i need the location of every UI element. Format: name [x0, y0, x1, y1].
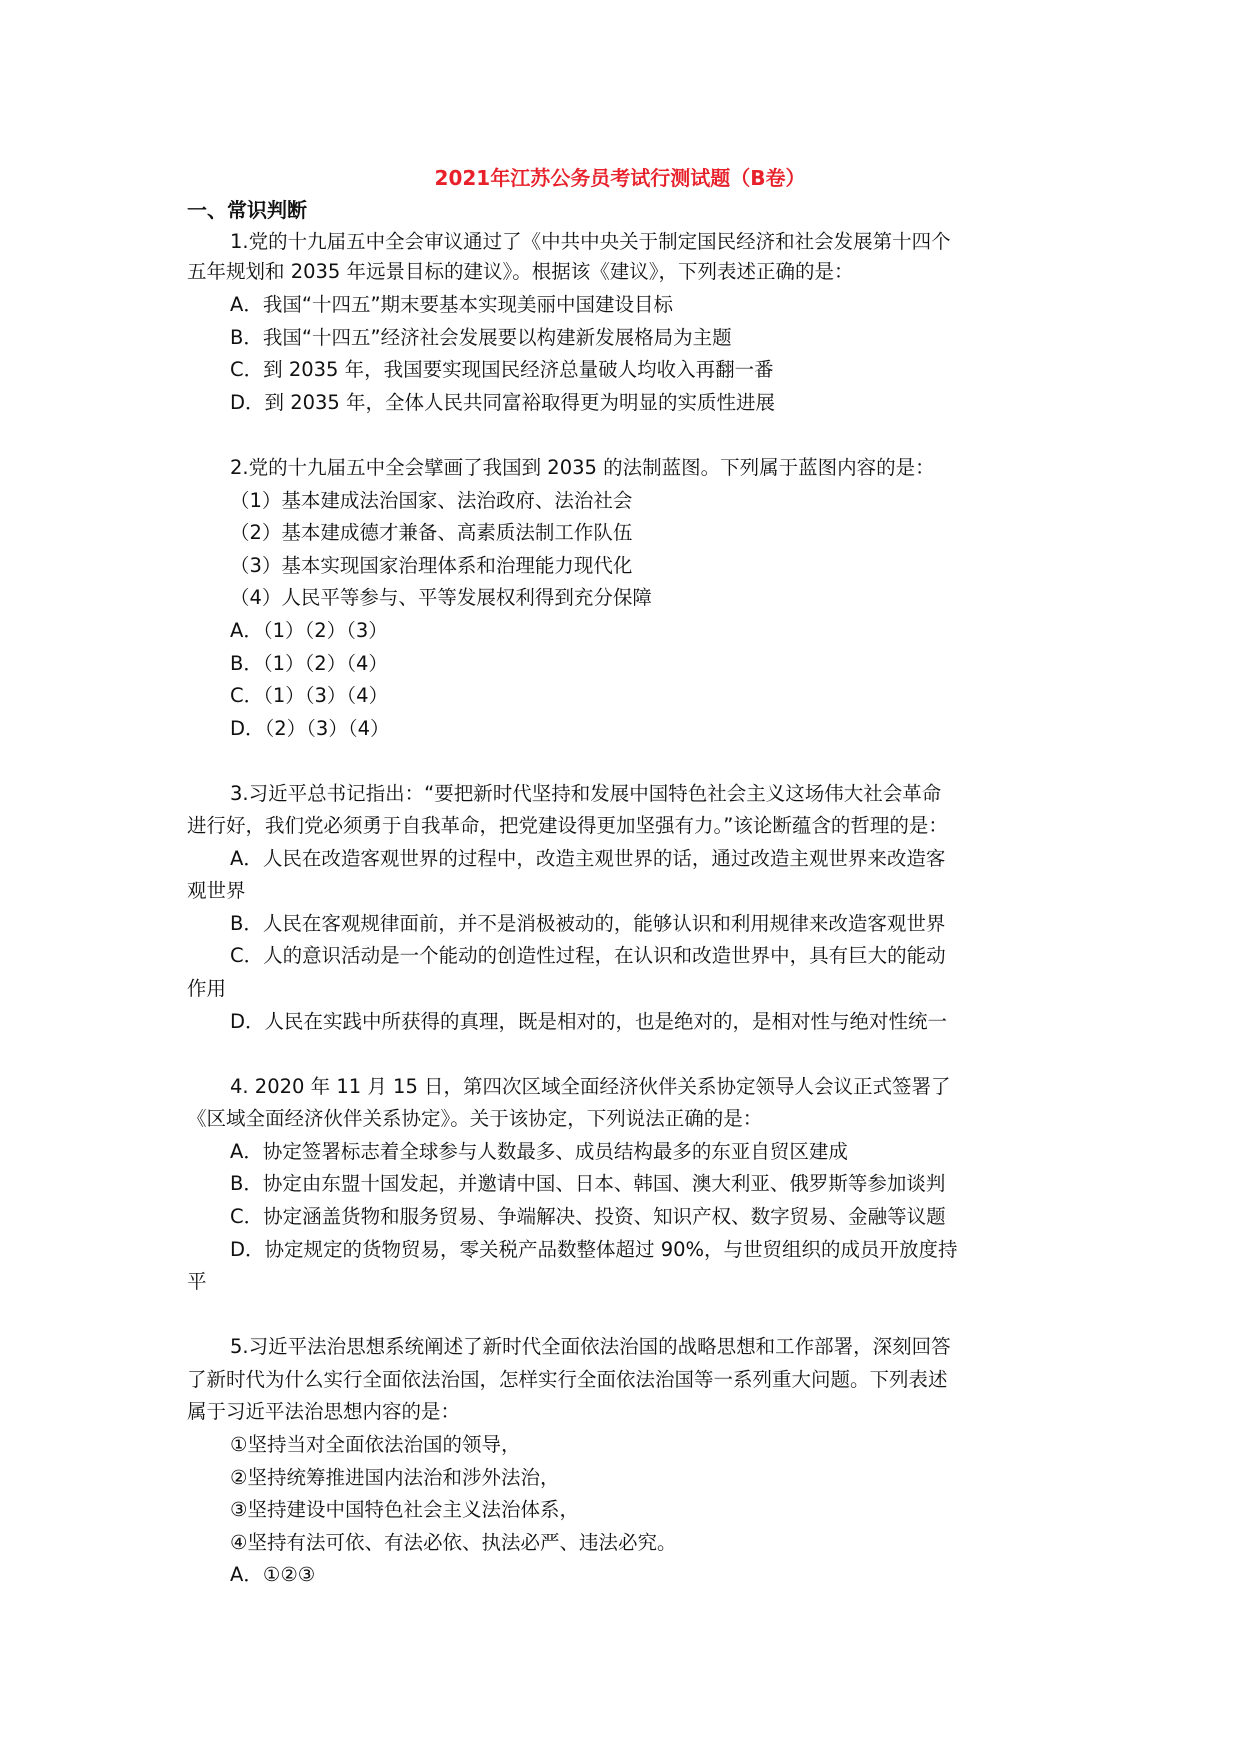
- q2-item-2: （2）基本建成德才兼备、高素质法制工作队伍: [230, 521, 633, 544]
- q2-item-4: （4）人民平等参与、平等发展权利得到充分保障: [230, 586, 652, 609]
- q4-stem-line2: 《区域全面经济伙伴关系协定》。关于该协定，下列说法正确的是：: [187, 1107, 763, 1130]
- q2-option-c: C．（1）（3）（4）: [230, 684, 389, 707]
- q1-option-d: D．到 2035 年，全体人民共同富裕取得更为明显的实质性进展: [230, 391, 776, 414]
- q4-option-d-line2: 平: [187, 1270, 207, 1293]
- q4-option-d-line1: D．协定规定的货物贸易，零关税产品数整体超过 90%，与世贸组织的成员开放度持: [230, 1238, 958, 1261]
- q3-option-a-line2: 观世界: [187, 879, 246, 902]
- q3-option-c-line1: C．人的意识活动是一个能动的创造性过程，在认识和改造世界中，具有巨大的能动: [230, 944, 946, 967]
- document-title: 2021年江苏公务员考试行测试题（B卷）: [434, 166, 806, 190]
- q3-stem-line2: 进行好，我们党必须勇于自我革命，把党建设得更加坚强有力。”该论断蕴含的哲理的是：: [187, 814, 948, 837]
- q5-option-a: A．①②③: [230, 1563, 316, 1586]
- q1-stem-line1: 1.党的十九届五中全会审议通过了《中共中央关于制定国民经济和社会发展第十四个: [230, 230, 951, 253]
- q4-stem-line1: 4. 2020 年 11 月 15 日，第四次区域全面经济伙伴关系协定领导人会议正式签署了: [230, 1075, 951, 1098]
- q5-item-4: ④坚持有法可依、有法必依、执法必严、违法必究。: [230, 1531, 677, 1554]
- q5-item-2: ②坚持统筹推进国内法治和涉外法治，: [230, 1466, 560, 1489]
- q2-item-3: （3）基本实现国家治理体系和治理能力现代化: [230, 554, 633, 577]
- section-heading: 一、常识判断: [187, 198, 307, 222]
- q5-stem-line1: 5.习近平法治思想系统阐述了新时代全面依法治国的战略思想和工作部署，深刻回答: [230, 1335, 951, 1358]
- q4-option-a: A．协定签署标志着全球参与人数最多、成员结构最多的东亚自贸区建成: [230, 1140, 848, 1163]
- q4-option-c: C．协定涵盖货物和服务贸易、争端解决、投资、知识产权、数字贸易、金融等议题: [230, 1205, 946, 1228]
- q4-option-b: B．协定由东盟十国发起，并邀请中国、日本、韩国、澳大利亚、俄罗斯等参加谈判: [230, 1172, 946, 1195]
- q5-stem-line2: 了新时代为什么实行全面依法治国，怎样实行全面依法治国等一系列重大问题。下列表述: [187, 1368, 948, 1391]
- q3-option-c-line2: 作用: [187, 977, 227, 1000]
- q3-option-d: D．人民在实践中所获得的真理，既是相对的，也是绝对的，是相对性与绝对性统一: [230, 1010, 948, 1033]
- q1-option-a: A．我国“十四五”期末要基本实现美丽中国建设目标: [230, 293, 674, 316]
- q3-option-b: B．人民在客观规律面前，并不是消极被动的，能够认识和利用规律来改造客观世界: [230, 912, 946, 935]
- q2-stem: 2.党的十九届五中全会擘画了我国到 2035 的法制蓝图。下列属于蓝图内容的是：: [230, 456, 935, 479]
- q2-option-b: B．（1）（2）（4）: [230, 652, 388, 675]
- q1-stem-line2: 五年规划和 2035 年远景目标的建议》。根据该《建议》，下列表述正确的是：: [187, 260, 854, 283]
- q1-option-b: B．我国“十四五”经济社会发展要以构建新发展格局为主题: [230, 326, 732, 349]
- q2-item-1: （1）基本建成法治国家、法治政府、法治社会: [230, 489, 633, 512]
- q5-item-3: ③坚持建设中国特色社会主义法治体系，: [230, 1498, 579, 1521]
- q2-option-a: A．（1）（2）（3）: [230, 619, 388, 642]
- q3-option-a-line1: A．人民在改造客观世界的过程中，改造主观世界的话，通过改造主观世界来改造客: [230, 847, 946, 870]
- q1-option-c: C．到 2035 年，我国要实现国民经济总量破人均收入再翻一番: [230, 358, 774, 381]
- q5-item-1: ①坚持当对全面依法治国的领导，: [230, 1433, 521, 1456]
- q2-option-d: D．（2）（3）（4）: [230, 717, 390, 740]
- q5-stem-line3: 属于习近平法治思想内容的是：: [187, 1400, 461, 1423]
- q3-stem-line1: 3.习近平总书记指出：“要把新时代坚持和发展中国特色社会主义这场伟大社会革命: [230, 782, 942, 805]
